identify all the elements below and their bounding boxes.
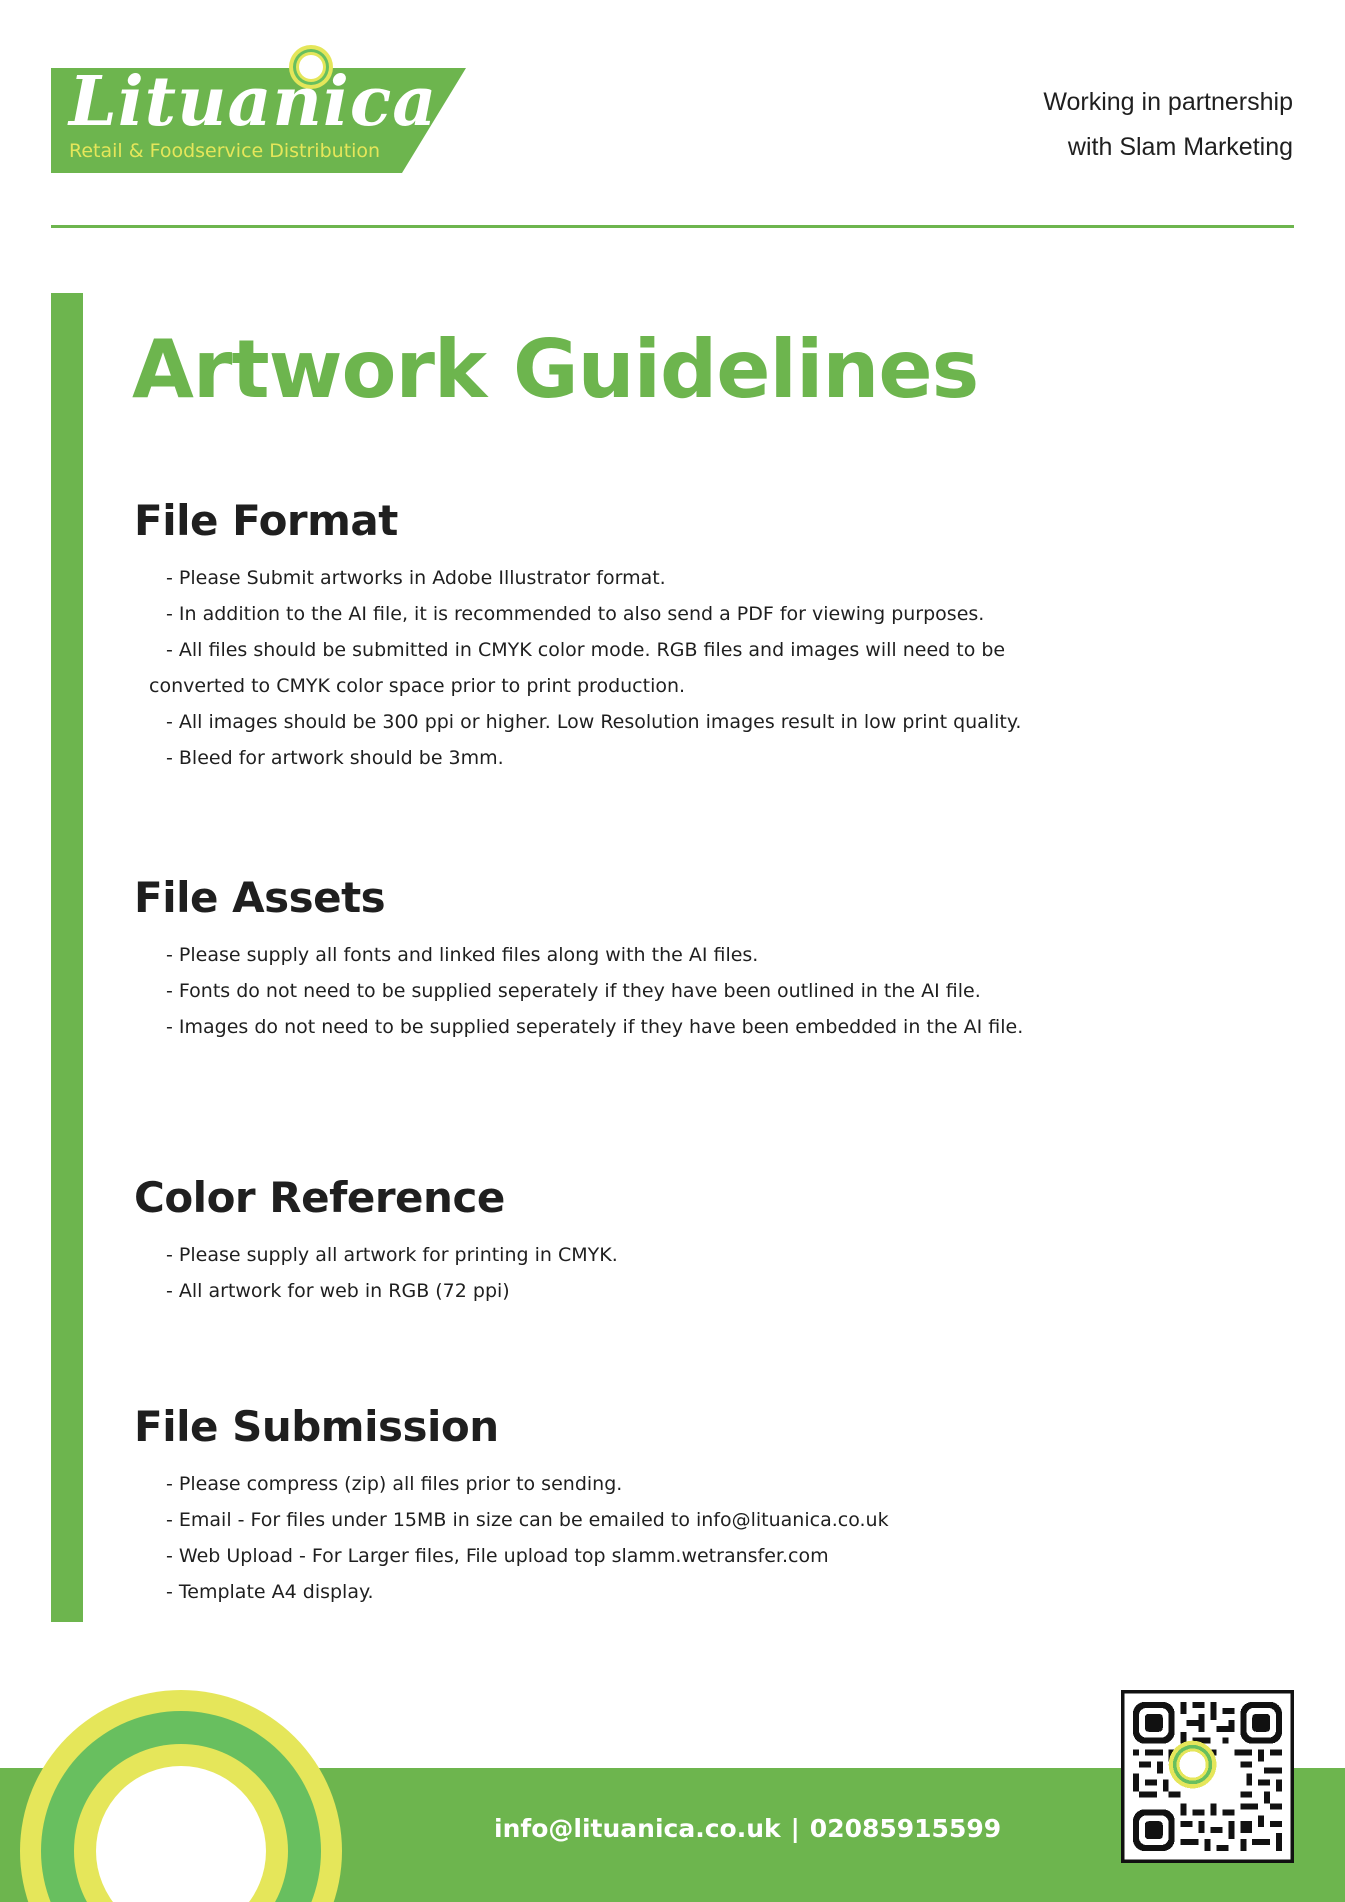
header-divider [51,225,1294,228]
list-item: - Please compress (zip) all files prior to sending. [166,1473,623,1495]
left-accent-bar [51,293,83,1622]
qr-code-icon[interactable] [1121,1690,1294,1863]
list-item-continuation: converted to CMYK color space prior to print production. [149,675,686,697]
company-logo [51,36,471,176]
section-file-format [134,496,1022,776]
list-item: - All artwork for web in RGB (72 ppi) [166,1280,510,1302]
section-heading: Color Reference [134,1173,505,1222]
list-item: - Please supply all artwork for printing in CMYK. [166,1244,618,1266]
list-item: - Fonts do not need to be supplied seperately if they have been outlined in the AI file. [166,980,981,1002]
logo-tagline: Retail & Foodservice Distribution [69,140,381,162]
partnership-line-1: Working in partnership [1043,88,1293,116]
list-item: - Web Upload - For Larger files, File upload top slamm.wetransfer.com [166,1545,829,1567]
footer-contact [494,1816,1001,1841]
list-item: - Please Submit artworks in Adobe Illustrator format. [166,567,666,589]
ring-icon [1169,1741,1217,1789]
list-item: - Images do not need to be supplied seperately if they have been embedded in the AI file. [166,1016,1024,1038]
guideline-list [134,560,1021,776]
list-item: - All images should be 300 ppi or higher. Low Resolution images result in low print quality. [166,711,1022,733]
list-item: - Email - For files under 15MB in size can be emailed to info@lituanica.co.uk [166,1509,889,1531]
footer-separator: | [790,1814,800,1843]
guideline-list [134,937,1023,1045]
section-file-assets [134,873,1024,1045]
list-item: - Template A4 display. [166,1581,374,1603]
section-color-reference [134,1173,618,1309]
page-title: Artwork Guidelines [132,323,979,416]
partnership-line-2: with Slam Marketing [1067,133,1293,161]
section-heading: File Format [134,496,398,545]
list-item: - Please supply all fonts and linked files along with the AI files. [166,944,759,966]
partnership-note [1043,80,1293,170]
section-file-submission [134,1402,889,1610]
logo-wordmark: Lituanica [69,62,438,142]
list-item: - Bleed for artwork should be 3mm. [166,747,504,769]
footer-email-link[interactable]: info@lituanica.co.uk [494,1814,781,1843]
guideline-list [134,1237,618,1309]
guideline-list [134,1466,889,1610]
list-item: - All files should be submitted in CMYK color mode. RGB files and images will need to be [166,639,1006,661]
footer-phone[interactable]: 02085915599 [809,1814,1002,1843]
ring-icon [19,1690,343,1902]
section-heading: File Submission [134,1402,499,1451]
list-item: - In addition to the AI file, it is recommended to also send a PDF for viewing purposes. [166,603,985,625]
section-heading: File Assets [134,873,386,922]
